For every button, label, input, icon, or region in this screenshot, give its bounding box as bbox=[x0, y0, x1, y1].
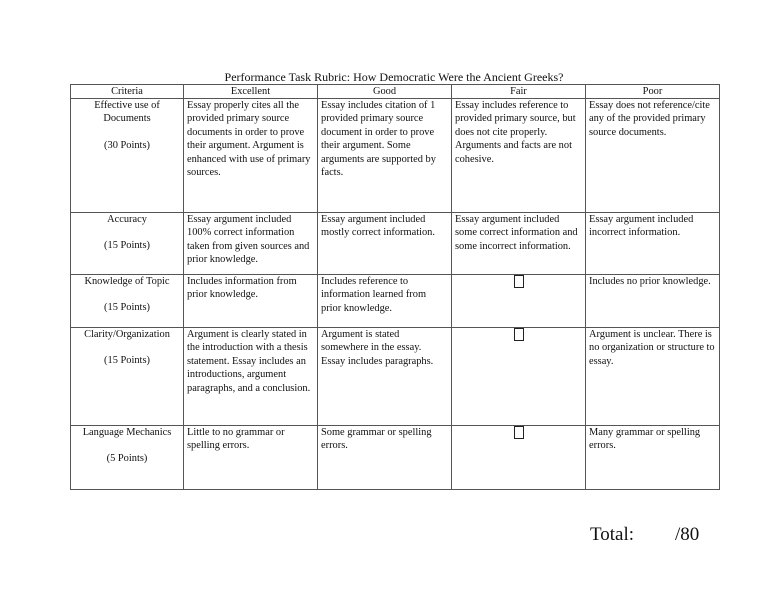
rubric-table bbox=[70, 84, 720, 490]
total-max-score: /80 bbox=[675, 524, 700, 545]
table-row bbox=[71, 99, 720, 213]
table-row bbox=[71, 275, 720, 328]
criteria-points: (15 Points) bbox=[104, 302, 150, 314]
excellent-cell: Argument is clearly stated in the introduction with a thesis statement. Essay includes an introductions, argument paragraphs, and a conclusion. bbox=[184, 328, 318, 426]
empty-box-icon bbox=[514, 328, 524, 341]
fair-cell-empty bbox=[452, 426, 586, 490]
poor-cell: Essay does not reference/cite any of the provided primary source documents. bbox=[586, 99, 720, 213]
good-cell: Essay includes citation of 1 provided primary source document in order to prove their argument. Some arguments are supported by facts. bbox=[318, 99, 452, 213]
criteria-points: (15 Points) bbox=[104, 355, 150, 367]
criteria-cell bbox=[71, 275, 184, 328]
table-row bbox=[71, 426, 720, 490]
rubric-title: Performance Task Rubric: How Democratic Were the Ancient Greeks? bbox=[224, 70, 564, 84]
good-cell: Essay argument included mostly correct information. bbox=[318, 213, 452, 275]
poor-cell: Essay argument included incorrect information. bbox=[586, 213, 720, 275]
criteria-label: Effective use of Documents bbox=[94, 100, 160, 125]
total-label: Total: bbox=[590, 524, 635, 545]
header-fair: Fair bbox=[452, 85, 586, 99]
criteria-cell bbox=[71, 213, 184, 275]
criteria-label: Clarity/Organization bbox=[84, 329, 170, 340]
table-row bbox=[71, 213, 720, 275]
excellent-cell: Little to no grammar or spelling errors. bbox=[184, 426, 318, 490]
good-cell: Some grammar or spelling errors. bbox=[318, 426, 452, 490]
excellent-cell: Essay properly cites all the provided primary source documents in order to prove their argument. Argument is enhanced with use of primary sources. bbox=[184, 99, 318, 213]
criteria-points: (5 Points) bbox=[106, 453, 148, 465]
fair-cell: Essay includes reference to provided primary source, but does not cite properly. Arguments and facts are not cohesive. bbox=[452, 99, 586, 213]
header-row bbox=[71, 85, 720, 99]
criteria-cell bbox=[71, 426, 184, 490]
poor-cell: Many grammar or spelling errors. bbox=[586, 426, 720, 490]
poor-cell: Includes no prior knowledge. bbox=[586, 275, 720, 328]
fair-cell-empty bbox=[452, 328, 586, 426]
excellent-cell: Includes information from prior knowledge. bbox=[184, 275, 318, 328]
criteria-cell bbox=[71, 328, 184, 426]
empty-box-icon bbox=[514, 275, 524, 288]
poor-cell: Argument is unclear. There is no organization or structure to essay. bbox=[586, 328, 720, 426]
good-cell: Includes reference to information learned from prior knowledge. bbox=[318, 275, 452, 328]
criteria-points: (30 Points) bbox=[104, 139, 150, 151]
criteria-cell bbox=[71, 99, 184, 213]
criteria-label: Language Mechanics bbox=[82, 427, 172, 438]
header-excellent: Excellent bbox=[184, 85, 318, 99]
header-criteria: Criteria bbox=[71, 85, 184, 99]
excellent-cell: Essay argument included 100% correct information taken from given sources and prior knowledge. bbox=[184, 213, 318, 275]
empty-box-icon bbox=[514, 426, 524, 439]
criteria-label: Accuracy bbox=[107, 214, 147, 225]
fair-cell-empty bbox=[452, 275, 586, 328]
fair-cell: Essay argument included some correct information and some incorrect information. bbox=[452, 213, 586, 275]
header-good: Good bbox=[318, 85, 452, 99]
good-cell: Argument is stated somewhere in the essay. Essay includes paragraphs. bbox=[318, 328, 452, 426]
criteria-label: Knowledge of Topic bbox=[84, 276, 170, 287]
table-row bbox=[71, 328, 720, 426]
criteria-points: (15 Points) bbox=[104, 240, 150, 252]
total-score bbox=[590, 524, 700, 546]
header-poor: Poor bbox=[586, 85, 720, 99]
